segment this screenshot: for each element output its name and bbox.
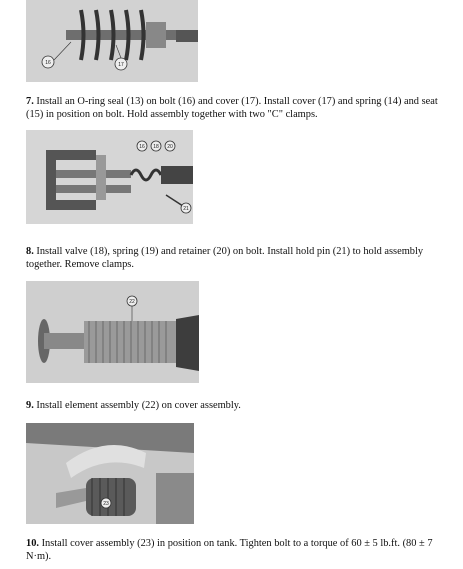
- step-text: Install cover assembly (23) in position on tank. Tighten bolt to a torque of 60 ± 5 lb.ft. (80 ± 7 N·m).: [26, 538, 433, 562]
- step-number: 7.: [26, 96, 34, 107]
- figure-photo-4: [26, 423, 194, 524]
- figure-2-drawing: [26, 130, 193, 224]
- callout-label: 23: [103, 501, 109, 507]
- step-text: Install an O-ring seal (13) on bolt (16) and cover (17). Install cover (17) and spring (14) and seat (15) in position on bolt. Hold assembly together with two "C" clamps.: [26, 96, 438, 120]
- step-7: [26, 95, 438, 121]
- figure-photo-2: [26, 130, 193, 224]
- callout-label: 17: [118, 62, 124, 68]
- callout-label: 18: [153, 144, 159, 150]
- callout-label: 20: [167, 144, 173, 150]
- step-number: 10.: [26, 538, 39, 549]
- figure-4-drawing: [26, 423, 194, 524]
- step-10: [26, 537, 438, 563]
- callout-label: 16: [139, 144, 145, 150]
- step-9: [26, 399, 438, 412]
- step-text: Install valve (18), spring (19) and retainer (20) on bolt. Install hold pin (21) to hold assembly together. Remove clamps.: [26, 246, 424, 270]
- figure-photo-1: [26, 0, 198, 82]
- step-8: [26, 245, 438, 271]
- figure-1-drawing: [26, 0, 198, 82]
- callout-label: 21: [183, 206, 189, 212]
- figure-photo-3: [26, 281, 199, 383]
- callout-label: 16: [45, 60, 51, 66]
- figure-3-drawing: [26, 281, 199, 383]
- step-number: 9.: [26, 400, 34, 411]
- callout-label: 22: [129, 299, 135, 305]
- step-text: Install element assembly (22) on cover assembly.: [33, 400, 241, 411]
- step-number: 8.: [26, 246, 34, 257]
